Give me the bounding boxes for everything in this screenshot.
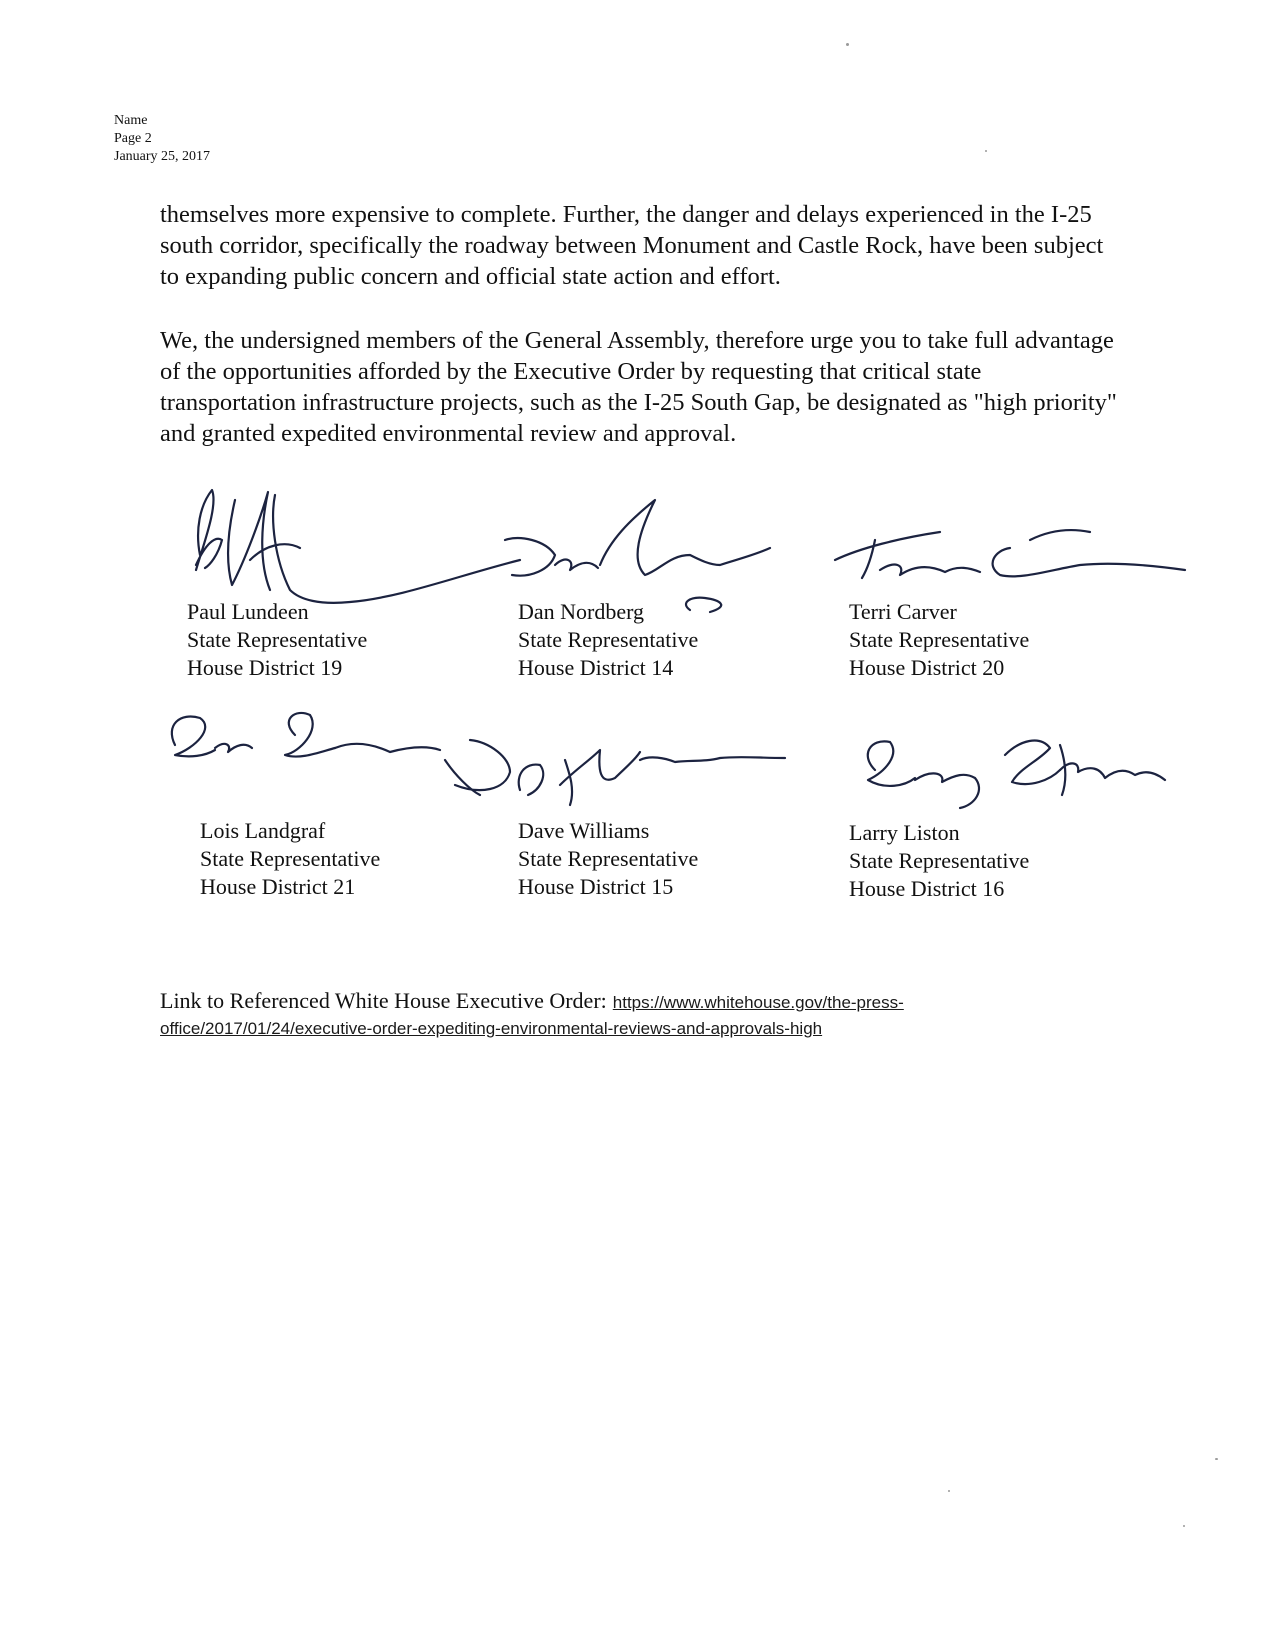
scan-speck [846,43,849,46]
signer-title: State Representative [187,627,368,652]
scan-speck [1215,1458,1218,1460]
scan-speck [985,150,987,152]
signature-dave-williams [519,750,785,805]
signer-title: State Representative [518,627,699,652]
signer-district: House District 21 [200,874,356,899]
signer-district: House District 15 [518,874,674,899]
signer-name: Dan Nordberg [518,599,645,624]
header-date: January 25, 2017 [114,149,211,164]
signer-name: Paul Lundeen [187,599,309,624]
scan-speck [1183,1525,1185,1527]
letter-header [114,112,210,166]
signer-title: State Representative [849,627,1030,652]
signer-district: House District 16 [849,876,1005,901]
signer-block-6 [849,819,1029,903]
signature-terri-carver [835,530,1185,578]
reference-link-label: Link to Referenced White House Executive Order: [160,988,607,1013]
header-page-number: Page 2 [114,131,152,146]
signer-name: Lois Landgraf [200,818,326,843]
signer-name: Terri Carver [849,599,957,624]
signature-paul-lundeen [196,490,520,603]
signature-larry-liston [868,741,1165,808]
signer-title: State Representative [518,846,699,871]
signer-block-5 [518,817,698,901]
signer-block-4 [200,817,380,901]
signature-lois-landgraf [172,713,510,795]
signer-district: House District 20 [849,655,1005,680]
reference-link-line [160,987,1060,1017]
scan-speck [948,1490,950,1492]
signer-block-1 [187,598,367,682]
signer-block-3 [849,598,1029,682]
body-paragraph-2: We, the undersigned members of the General Assembly, therefore urge you to take full advantage of the opportunities afforded by the Executive Order by requesting that critical state transportation infrastructure projects, such as the I-25 South Gap, be designated as "high priority" and granted expedited environmental review and approval. [160,327,1117,447]
signer-title: State Representative [849,848,1030,873]
body-paragraph-1: themselves more expensive to complete. Further, the danger and delays experienced in the I-25 south corridor, specifically the roadway between Monument and Castle Rock, have been subject to expanding public concern and official state action and effort. [160,201,1104,290]
signer-name: Larry Liston [849,820,960,845]
signer-district: House District 14 [518,655,674,680]
signer-name: Dave Williams [518,818,650,843]
reference-link-url-part2[interactable]: office/2017/01/24/executive-order-expediting-environmental-reviews-and-approvals-high [160,1019,823,1038]
signer-title: State Representative [200,846,381,871]
signature-dan-nordberg [505,500,770,612]
signer-block-2 [518,598,698,682]
reference-link-url-part1[interactable]: https://www.whitehouse.gov/the-press- [612,993,904,1012]
signer-district: House District 19 [187,655,343,680]
header-name: Name [114,113,148,128]
